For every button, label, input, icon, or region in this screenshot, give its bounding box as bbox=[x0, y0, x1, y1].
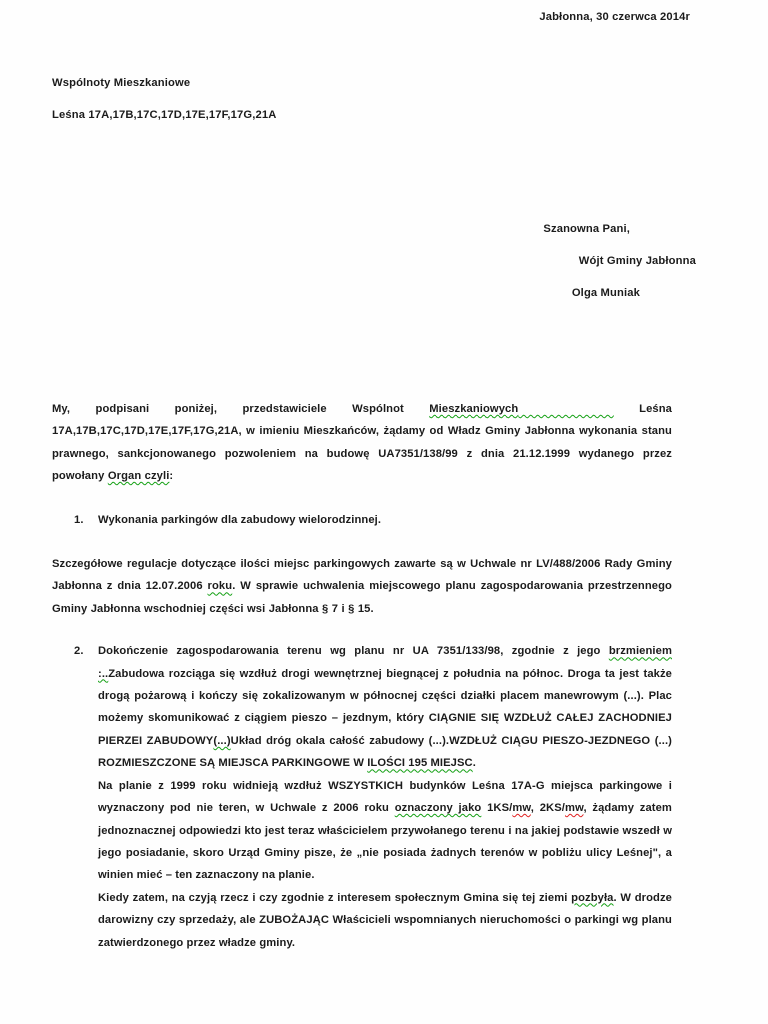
list-item-2-spellcheck-mw-1: mw bbox=[512, 802, 531, 815]
regulations-spellcheck-roku: roku bbox=[207, 580, 233, 593]
list-item-1 bbox=[52, 509, 672, 531]
regulations-text-b: . W sprawie uchwalenia miejscowego planu zagospodarowania przestrzennego Gminy Jabłonna wschodniej części wsi Jabłonna § 7 i § 15. bbox=[52, 580, 672, 615]
date-place-line bbox=[0, 12, 690, 23]
demand-list-1 bbox=[52, 509, 672, 531]
list-item-2-text-b: Zabudowa rozciąga się wzdłuż drogi wewnętrznej biegnącej z południa na północ. Droga ta jest także drogą pożarową i kończy się zokalizowanym w północnej części działki placem manewrowym (...). Plac możemy skomunikować z ciągiem pieszo – jezdnym, który bbox=[98, 667, 672, 725]
list-item-2-spellcheck-brzmieniem: brzmieniem :.. bbox=[98, 645, 672, 680]
intro-text-c: : bbox=[169, 470, 174, 483]
regulations-paragraph bbox=[52, 553, 672, 620]
list-item-2-text-e-b: . W drodze darowizny czy sprzedaży, ale ZUBOŻAJĄC Właścicieli wspomnianych nieruchomości o parkingi wg planu zatwierdzonego przez władze gminy. bbox=[98, 891, 672, 949]
intro-paragraph bbox=[52, 398, 672, 488]
list-item-2-text-d-mid: 1KS/ bbox=[481, 802, 513, 815]
addressee-address: Leśna 17A,17B,17C,17D,17E,17F,17G,21A bbox=[52, 109, 277, 122]
list-item-2-text-a: Dokończenie zagospodarowania terenu wg planu nr UA 7351/133/98, zgodnie z jego bbox=[98, 645, 609, 658]
intro-spellcheck-tail bbox=[518, 398, 613, 420]
list-item-2-text-e-a: Kiedy zatem, na czyją rzecz i czy zgodnie z interesem społecznym Gmina się tej ziemi bbox=[98, 891, 572, 904]
list-item-2-spellcheck-ilosci: ILOŚCI 195 MIEJSC bbox=[367, 757, 473, 770]
intro-text-b: Leśna 17A,17B,17C,17D,17E,17F,17G,21A, w imieniu Mieszkańców, żądamy od Władz Gminy Jabłonna wykonania stanu prawnego, sankcjonowanego pozwoleniem na budowę UA7351/138/99 z dnia 21.12.1999 wydanego przez powołany bbox=[52, 403, 672, 483]
recipient-name: Olga Muniak bbox=[571, 287, 640, 300]
list-item-2-marker: 2. bbox=[74, 645, 84, 658]
list-item-1-marker: 1. bbox=[74, 513, 84, 526]
list-item-2-text-d-mid2: , 2KS/ bbox=[530, 802, 566, 815]
list-item-2-caps-2: WZDŁUŻ CIĄGU PIESZO-JEZDNEGO (...) ROZMIESZCZONE SĄ MIEJSCA PARKINGOWE W bbox=[98, 734, 672, 770]
list-item-2-caps-1: CIĄGNIE SIĘ WZDŁUŻ CAŁEJ ZACHODNIEJ PIERZEI ZABUDOWY bbox=[98, 712, 672, 747]
list-item-2-spellcheck-oznaczony: oznaczony jako bbox=[394, 802, 482, 815]
list-item-2-text-d-a: Na planie z 1999 roku widnieją wzdłuż WSZYSTKICH budynków Leśna 17A-G miejsca parkingowe i wyznaczony pod nie teren, w Uchwale z 2006 roku bbox=[98, 779, 672, 815]
recipient-title: Wójt Gminy Jabłonna bbox=[578, 255, 696, 268]
intro-spellcheck-organ: Organ czyli bbox=[107, 470, 170, 483]
list-item-2-text-c-end: . bbox=[472, 757, 476, 770]
intro-text-a: My, podpisani poniżej, przedstawiciele Wspólnot bbox=[52, 403, 430, 415]
list-item-2 bbox=[52, 640, 672, 954]
addressee-organization: Wspólnoty Mieszkaniowe bbox=[52, 77, 191, 89]
recipient-salutation: Szanowna Pani, bbox=[543, 223, 630, 235]
addressee-block bbox=[52, 78, 696, 121]
list-item-2-text-c: Układ dróg okala całość zabudowy (...). bbox=[230, 734, 450, 747]
date-text: Jabłonna, 30 czerwca 2014r bbox=[539, 11, 690, 23]
list-item-2-text-d-b: , żądamy zatem jednoznacznej odpowiedzi kto jest teraz właścicielem przywołanego terenu i na jakiej podstawie wszedł w jego posiadanie, skoro Urząd Gminy pisze, że „nie posiada żadnych terenów w pobliżu ulicy Leśnej", a winien mieć – ten zaznaczony na planie. bbox=[98, 802, 672, 882]
regulations-text-a: Szczegółowe regulacje dotyczące ilości miejsc parkingowych zawarte są w Uchwale nr LV/488/2006 Rady Gminy Jabłonna z dnia 12.07.2006 bbox=[52, 558, 672, 593]
list-item-2-spellcheck-mw-2: mw bbox=[565, 802, 584, 815]
letter-body bbox=[52, 398, 672, 954]
intro-spellcheck-mieszkaniowych: Mieszkaniowych bbox=[429, 403, 519, 415]
list-item-1-text: Wykonania parkingów dla zabudowy wielorodzinnej. bbox=[98, 513, 382, 526]
list-item-2-spellcheck-pozbyla: pozbyła bbox=[571, 891, 614, 904]
recipient-block bbox=[0, 224, 696, 300]
demand-list-2 bbox=[52, 640, 672, 954]
list-item-2-spellcheck-ellipsis: (...) bbox=[213, 734, 231, 747]
